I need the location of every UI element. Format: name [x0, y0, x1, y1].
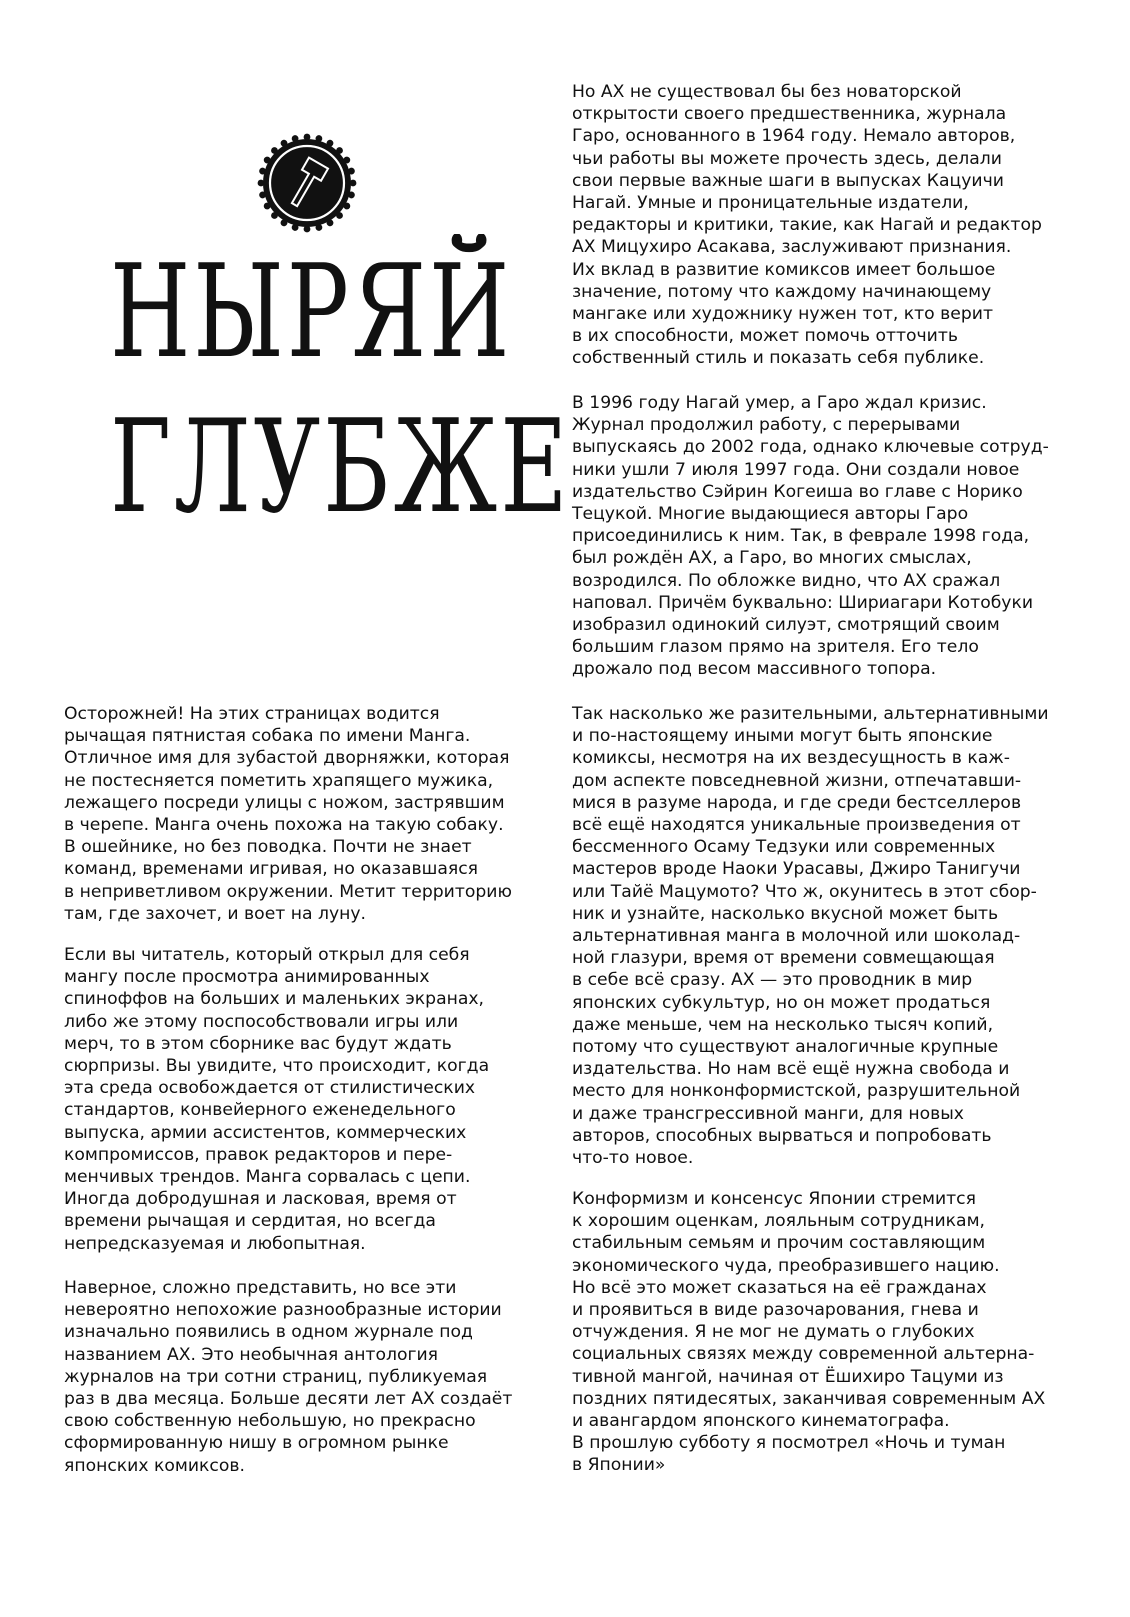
text-line: В прошлую субботу я посмотрел «Ночь и туман: [572, 1433, 1006, 1454]
text-line: или Тайё Мацумото? Что ж, окунитесь в этот сбор-: [572, 881, 1037, 902]
text-line: компромиссов, правок редакторов и пере-: [64, 1144, 453, 1165]
text-line: и по-настоящему иными могут быть японские: [572, 726, 993, 747]
text-line: альтернативная манга в молочной или шоколад-: [572, 926, 1021, 947]
text-line: В 1996 году Нагай умер, а Гаро ждал кризис.: [572, 393, 987, 413]
text-line: менчивых трендов. Манга сорвалась с цепи.: [64, 1167, 471, 1188]
text-line: ной глазури, время от времени совмещающая: [572, 948, 995, 969]
text-line: авторов, способных вырваться и попробовать: [572, 1125, 992, 1146]
text-line: к хорошим оценкам, лояльным сотрудникам,: [572, 1211, 986, 1232]
text-line: редакторы и критики, такие, как Нагай и редактор: [572, 215, 1042, 236]
text-line: стандартов, конвейерного еженедельного: [64, 1100, 456, 1121]
text-line: наповал. Причём буквально: Шириагари Котобуки: [572, 592, 1034, 613]
text-line: в неприветливом окружении. Метит территорию: [64, 881, 512, 902]
text-line: Нагай. Умные и проницательные издатели,: [572, 193, 969, 214]
text-line: свою собственную небольшую, но прекрасно: [64, 1411, 476, 1432]
text-line: ники ушли 7 июля 1997 года. Они создали новое: [572, 459, 1020, 480]
text-line: и авангардом японского кинематографа.: [572, 1411, 950, 1432]
text-line: значение, потому что каждому начинающему: [572, 281, 992, 302]
text-line: непредсказуемая и любопытная.: [64, 1233, 366, 1254]
text-line: Их вклад в развитие комиксов имеет большое: [572, 259, 996, 280]
text-line: Осторожней! На этих страницах водится: [64, 704, 440, 724]
right-paragraph-1: [572, 81, 1042, 370]
text-line: мангаке или художнику нужен тот, кто верит: [572, 304, 993, 325]
text-line: японских комиксов.: [64, 1455, 245, 1476]
text-line: Конформизм и консенсус Японии стремится: [572, 1189, 976, 1209]
text-line: В ошейнике, но без поводка. Почти не знает: [64, 837, 472, 858]
text-line: чьи работы вы можете прочесть здесь, делали: [572, 148, 1002, 169]
text-line: всё ещё находятся уникальные произведения от: [572, 815, 1021, 836]
text-line: команд, временами игривая, но оказавшаяся: [64, 859, 479, 880]
left-paragraph-1: [64, 703, 512, 925]
text-line: невероятно непохожие разнообразные истории: [64, 1300, 502, 1321]
text-line: место для нонконформистской, разрушительной: [572, 1081, 1021, 1102]
text-line: выпуска, армии ассистентов, коммерческих: [64, 1122, 467, 1143]
text-line: в их способности, может помочь отточить: [572, 326, 958, 347]
text-line: мерч, то в этом сборнике вас будут ждать: [64, 1033, 452, 1054]
text-line: большим глазом прямо на зрителя. Его тело: [572, 637, 979, 658]
text-line: в черепе. Манга очень похожа на такую собаку.: [64, 815, 504, 836]
text-line: стабильным семьям и прочим составляющим: [572, 1233, 986, 1254]
text-line: АХ Мицухиро Асакава, заслуживают признания.: [572, 237, 1012, 258]
text-line: там, где захочет, и воет на луну.: [64, 903, 367, 924]
text-line: отчуждения. Я не мог не думать о глубоких: [572, 1322, 975, 1343]
text-line: Если вы читатель, который открыл для себя: [64, 945, 470, 965]
text-line: тивной мангой, начиная от Ёшихиро Тацуми из: [572, 1366, 1004, 1387]
text-line: комиксы, несмотря на их вездесущность в каж-: [572, 748, 1010, 769]
text-line: издательства. Но нам всё ещё нужна свобода и: [572, 1059, 1010, 1080]
text-line: либо же этому поспособствовали игры или: [64, 1011, 459, 1032]
right-paragraph-4: [572, 1188, 1045, 1477]
text-line: и проявиться в виде разочарования, гнева и: [572, 1300, 979, 1321]
page-title-line-2: ГЛУБЖЕ: [110, 393, 571, 542]
text-line: Наверное, сложно представить, но все эти: [64, 1278, 457, 1298]
text-line: времени рычащая и сердитая, но всегда: [64, 1211, 436, 1232]
text-line: открытости своего предшественника, журнала: [572, 104, 1007, 125]
right-paragraph-3: [572, 703, 1048, 1169]
text-line: экономического чуда, преобразившего нацию.: [572, 1255, 1000, 1276]
text-line: и даже трансгрессивной манги, для новых: [572, 1103, 964, 1124]
right-paragraph-2: [572, 392, 1049, 681]
text-line: Гаро, основанного в 1964 году. Немало авторов,: [572, 126, 1016, 147]
text-line: свои первые важные шаги в выпусках Кацуичи: [572, 170, 1004, 191]
text-line: журналов на три сотни страниц, публикуемая: [64, 1366, 488, 1387]
text-line: названием АХ. Это необычная антология: [64, 1344, 438, 1365]
text-line: изначально появились в одном журнале под: [64, 1322, 473, 1343]
text-line: поздних пятидесятых, заканчивая современным АХ: [572, 1388, 1046, 1409]
text-line: возродился. По обложке видно, что АХ сражал: [572, 570, 1001, 591]
text-line: социальных связях между современной альтерна-: [572, 1344, 1035, 1365]
text-line: выпускаясь до 2002 года, однако ключевые сотруд-: [572, 437, 1049, 458]
text-line: Но всё это может сказаться на её гражданах: [572, 1277, 987, 1298]
text-line: Отличное имя для зубастой дворняжки, которая: [64, 748, 510, 769]
text-line: сформированную нишу в огромном рынке: [64, 1433, 449, 1454]
text-line: японских субкультур, но он может продаться: [572, 992, 991, 1013]
text-line: спиноффов на больших и маленьких экранах,: [64, 989, 485, 1010]
hatchet-seal-icon: [255, 131, 359, 235]
text-line: в Японии»: [572, 1455, 666, 1476]
left-paragraph-2: [64, 944, 489, 1255]
text-line: в себе всё сразу. АХ — это проводник в мир: [572, 970, 973, 991]
text-line: эта среда освобождается от стилистических: [64, 1078, 476, 1099]
text-line: раз в два месяца. Больше десяти лет АХ создаёт: [64, 1389, 513, 1410]
text-line: ник и узнайте, насколько вкусной может быть: [572, 903, 999, 924]
text-line: бессменного Осаму Тедзуки или современных: [572, 837, 996, 858]
text-line: дом аспекте повседневной жизни, отпечатавши-: [572, 770, 1022, 791]
text-line: лежащего посреди улицы с ножом, застрявшим: [64, 792, 505, 813]
text-line: дрожало под весом массивного топора.: [572, 659, 937, 680]
text-line: собственный стиль и показать себя публике.: [572, 348, 985, 369]
text-line: Тецукой. Многие выдающиеся авторы Гаро: [572, 504, 969, 525]
text-line: был рождён АХ, а Гаро, во многих смыслах,: [572, 548, 972, 569]
text-line: Но АХ не существовал бы без новаторской: [572, 82, 962, 102]
text-line: мастеров вроде Наоки Урасавы, Джиро Танигучи: [572, 859, 1021, 880]
text-line: не постесняется пометить храпящего мужика,: [64, 770, 494, 791]
text-line: рычащая пятнистая собака по имени Манга.: [64, 726, 471, 747]
text-line: что-то новое.: [572, 1148, 694, 1169]
left-paragraph-3: [64, 1277, 512, 1477]
text-line: Журнал продолжил работу, с перерывами: [572, 415, 961, 436]
text-line: мися в разуме народа, и где среди бестселлеров: [572, 792, 1022, 813]
text-line: Так насколько же разительными, альтернативными: [572, 704, 1049, 724]
text-line: изобразил одинокий силуэт, смотрящий своим: [572, 615, 1000, 636]
text-line: даже меньше, чем на несколько тысяч копий,: [572, 1014, 994, 1035]
text-line: Иногда добродушная и ласковая, время от: [64, 1189, 457, 1210]
text-line: сюрпризы. Вы увидите, что происходит, когда: [64, 1056, 490, 1077]
text-line: мангу после просмотра анимированных: [64, 967, 430, 988]
text-line: присоединились к ним. Так, в феврале 1998 года,: [572, 526, 1030, 547]
text-line: потому что существуют аналогичные крупные: [572, 1037, 999, 1058]
page-title-line-1: НЫРЯЙ: [110, 238, 513, 387]
text-line: издательство Сэйрин Когеиша во главе с Норико: [572, 481, 1023, 502]
